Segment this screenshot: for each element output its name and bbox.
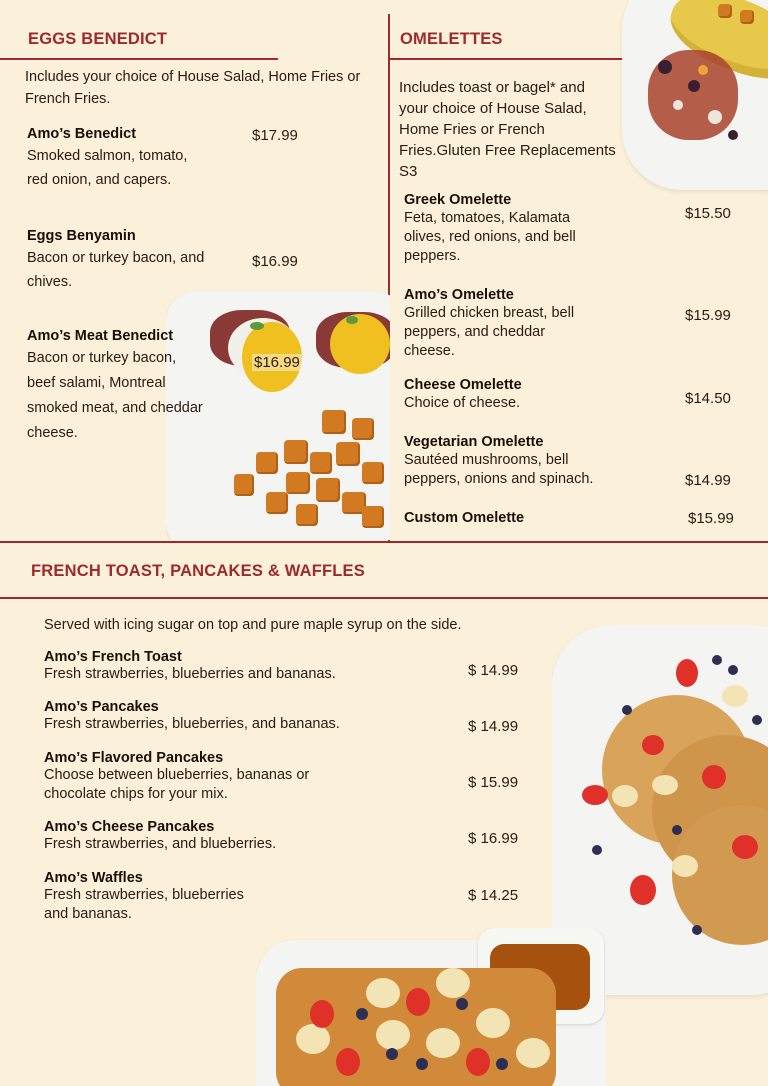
desc-line: Smoked salmon, tomato,: [27, 148, 188, 164]
item-name: Vegetarian Omelette: [404, 434, 544, 450]
eggs-benedict-intro: Includes your choice of House Salad, Home Fries or French Fries.: [25, 69, 361, 107]
desc-line: Bacon or turkey bacon, and: [27, 250, 205, 266]
desc-line: red onion, and capers.: [27, 172, 172, 188]
item-price: $14.99: [685, 472, 731, 489]
item-price: $15.99: [688, 510, 734, 527]
desc-line: Grilled chicken breast, bell: [404, 305, 575, 321]
item-desc: [44, 665, 444, 684]
desc-line: olives, red onions, and bell: [404, 229, 576, 245]
item-price: $ 14.99: [468, 662, 519, 679]
item-name: Amo’s Cheese Pancakes: [44, 819, 215, 835]
item-price: $16.99: [254, 354, 300, 371]
waffles-photo: [256, 928, 606, 1086]
item-price: $ 16.99: [468, 830, 519, 847]
intro-line: your choice of House Salad,: [399, 100, 587, 117]
desc-line: peppers, onions and spinach.: [404, 471, 594, 487]
omelettes-title: OMELETTES: [400, 30, 503, 48]
item-price: $ 15.99: [468, 774, 519, 791]
desc-line: and bananas.: [44, 906, 132, 922]
item-name: Amo’s Benedict: [27, 126, 137, 142]
french-toast-title: FRENCH TOAST, PANCAKES & WAFFLES: [31, 562, 365, 580]
section-divider-bottom: [0, 597, 768, 599]
menu-item: [44, 699, 444, 734]
item-price: $16.99: [252, 253, 298, 270]
item-price: $15.99: [685, 307, 731, 324]
item-price: $15.50: [685, 205, 731, 222]
desc-line: cheese.: [404, 343, 455, 359]
item-desc: [44, 766, 444, 804]
item-name: Amo’s French Toast: [44, 649, 182, 665]
item-desc: [27, 246, 367, 294]
item-name: Amo’s Meat Benedict: [27, 328, 174, 344]
menu-item: [404, 377, 644, 413]
desc-line: Fresh strawberries, and blueberries.: [44, 836, 277, 852]
desc-line: peppers, and cheddar: [404, 324, 546, 340]
intro-line: Includes toast or bagel* and: [399, 79, 585, 96]
desc-line: smoked meat, and cheddar: [27, 400, 203, 416]
item-name: Eggs Benyamin: [27, 228, 136, 244]
section-divider-top: [0, 541, 768, 543]
omelettes-underline: [390, 58, 625, 60]
intro-line: Home Fries or French: [399, 121, 545, 138]
desc-line: Fresh strawberries, blueberries, and bananas.: [44, 716, 340, 732]
menu-item: [27, 228, 367, 294]
item-price: $ 14.99: [468, 718, 519, 735]
menu-item: [44, 870, 444, 924]
desc-line: chocolate chips for your mix.: [44, 786, 228, 802]
item-desc: [404, 394, 644, 413]
eggs-benedict-underline: [0, 58, 278, 60]
item-name: Amo’s Flavored Pancakes: [44, 750, 224, 766]
menu-item: [27, 328, 367, 446]
menu-item: [27, 126, 367, 192]
desc-line: Fresh strawberries, blueberries: [44, 887, 244, 903]
menu-item: [44, 819, 444, 854]
item-desc: [404, 304, 644, 361]
item-price: $17.99: [252, 127, 298, 144]
eggs-benedict-title: EGGS BENEDICT: [28, 30, 168, 48]
desc-line: Choose between blueberries, bananas or: [44, 767, 310, 783]
desc-line: Feta, tomatoes, Kalamata: [404, 210, 571, 226]
desc-line: cheese.: [27, 425, 78, 441]
item-name: Amo’s Pancakes: [44, 699, 159, 715]
menu-item: [404, 287, 644, 361]
menu-item: [404, 192, 644, 266]
menu-item: [44, 649, 444, 684]
item-desc: [44, 835, 444, 854]
item-desc: [404, 451, 664, 489]
menu-item: [44, 750, 444, 804]
item-desc: [44, 886, 444, 924]
item-name: Custom Omelette: [404, 510, 525, 526]
item-price: $14.50: [685, 390, 731, 407]
item-name: Amo’s Waffles: [44, 870, 143, 886]
item-name: Greek Omelette: [404, 192, 512, 208]
item-desc: [27, 346, 367, 446]
item-desc: [27, 144, 367, 192]
desc-line: Bacon or turkey bacon,: [27, 350, 177, 366]
menu-item: [404, 510, 644, 526]
item-name: Cheese Omelette: [404, 377, 522, 393]
item-price: $ 14.25: [468, 887, 519, 904]
desc-line: beef salami, Montreal: [27, 375, 166, 391]
desc-line: Sautéed mushrooms, bell: [404, 452, 569, 468]
desc-line: Fresh strawberries, blueberries and bananas.: [44, 666, 336, 682]
omelettes-intro: [399, 77, 659, 182]
item-desc: [404, 209, 644, 266]
desc-line: Choice of cheese.: [404, 395, 521, 411]
item-desc: [44, 715, 444, 734]
menu-item: [404, 434, 664, 489]
desc-line: chives.: [27, 274, 73, 290]
french-toast-intro: Served with icing sugar on top and pure maple syrup on the side.: [44, 617, 462, 633]
item-name: Amo’s Omelette: [404, 287, 514, 303]
intro-line: S3: [399, 163, 418, 180]
desc-line: peppers.: [404, 248, 461, 264]
intro-line: Fries.Gluten Free Replacements: [399, 142, 616, 159]
